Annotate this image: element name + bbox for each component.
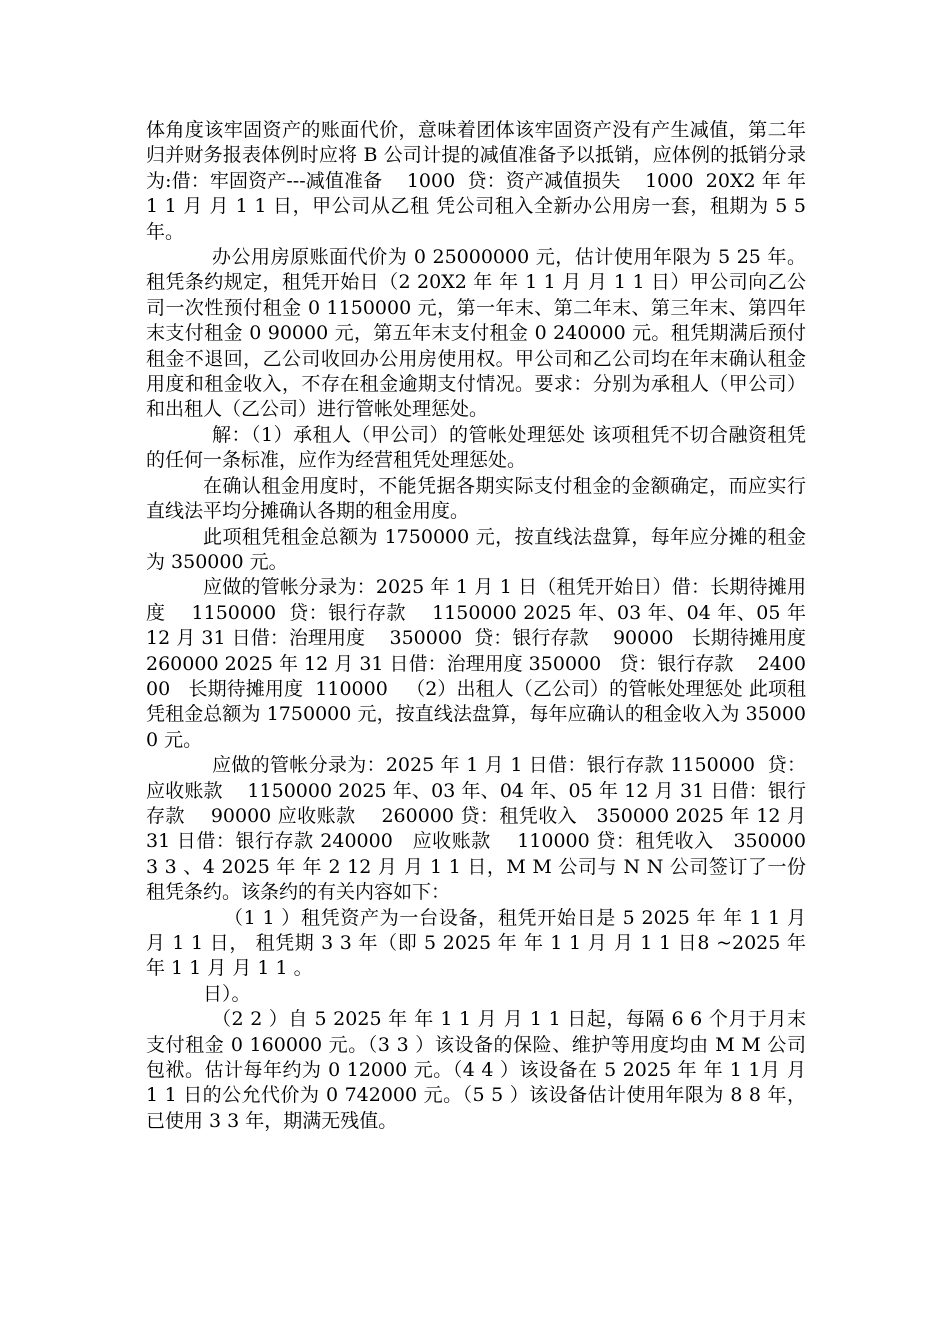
paragraph: 解：（1）承租人（甲公司）的管帐处理惩处 该项租凭不切合融资租凭的任何一条标准，应作为经营租凭处理惩处。: [146, 423, 806, 472]
document-body: [146, 118, 831, 1134]
paragraph: （1 1 ）租凭资产为一台设备，租凭开始日是 5 2025 年 年 1 1 月 月 1 1 日， 租凭期 3 3 年（即 5 2025 年 年 1 1 月 月 1 1 日8 ~2025 年 年 1 1 月 月 1 1 。: [146, 906, 813, 980]
paragraph: 应做的管帐分录为：2025 年 1 月 1 日（租凭开始日）借：长期待摊用度 1150000 贷：银行存款 1150000 2025 年、03 年、04 年、05 年 12 月 31 日借：治理用度 350000 贷：银行存款 90000 长期待摊用度 260000 2025 年 12 月 31 日借：治理用度 350000 贷：银行存款 240000 长期待摊用度 110000 （2）出租人（乙公司）的管帐处理惩处 此项租凭租金总额为 1750000 元，按直线法盘算，每年应确认的租金收入为 350000 元。: [146, 576, 831, 751]
paragraph: 在确认租金用度时，不能凭据各期实际支付租金的金额确定，而应实行直线法平均分摊确认各期的租金用度。: [146, 474, 806, 523]
paragraph: 办公用房原账面代价为 0 25000000 元，估计使用年限为 5 25 年。租凭条约规定，租凭开始日（2 20X2 年 年 1 1 月 月 1 1 日）甲公司向乙公司一次性预付租金 0 1150000 元，第一年末、第二年末、第三年末、第四年末支付租金 0 90000 元，第五年末支付租金 0 240000 元。租凭期满后预付租金不退回，乙公司收回办公用房使用权。甲公司和乙公司均在年末确认租金用度和租金收入，不存在租金逾期支付情况。要求：分别为承租人（甲公司）和出租人（乙公司）进行管帐处理惩处。: [146, 246, 806, 421]
paragraph: 体角度该牢固资产的账面代价，意味着团体该牢固资产没有产生减值，第二年归并财务报表体例时应将 B 公司计提的减值准备予以抵销，应体例的抵销分录为:借：牢固资产---减值准备 1000 贷：资产减值损失 1000 20X2 年 年 1 1 月 月 1 1 日，甲公司从乙租 凭公司租入全新办公用房一套，租期为 5 5 年。: [146, 119, 813, 243]
paragraph: （2 2 ）自 5 2025 年 年 1 1 月 月 1 1 日起，每隔 6 6 个月于月末支付租金 0 160000 元。（3 3 ）该设备的保险、维护等用度均由 M M 公司包袱。估计每年约为 0 12000 元。（4 4 ）该设备在 5 2025 年 年 1 1月 月 1 1 日的公允代价为 0 742000 元。（5 5 ）该设备估计使用年限为 8 8 年，已使用 3 3 年，期满无残值。: [146, 1008, 813, 1132]
paragraph: 应做的管帐分录为：2025 年 1 月 1 日借：银行存款 1150000 贷：应收账款 1150000 2025 年、03 年、04 年、05 年 12 月 31 日借：银行存款 90000 应收账款 260000 贷：租凭收入 350000 2025 年 12 月 31 日借：银行存款 240000 应收账款 110000 贷：租凭收入 350000 3 3 、4 2025 年 年 2 12 月 月 1 1 日，M M 公司与 N N 公司签订了一份租凭条约。该条约的有关内容如下：: [146, 754, 813, 904]
paragraph: 日）。: [203, 982, 251, 1005]
paragraph: 此项租凭租金总额为 1750000 元，按直线法盘算，每年应分摊的租金为 350000 元。: [146, 525, 806, 573]
